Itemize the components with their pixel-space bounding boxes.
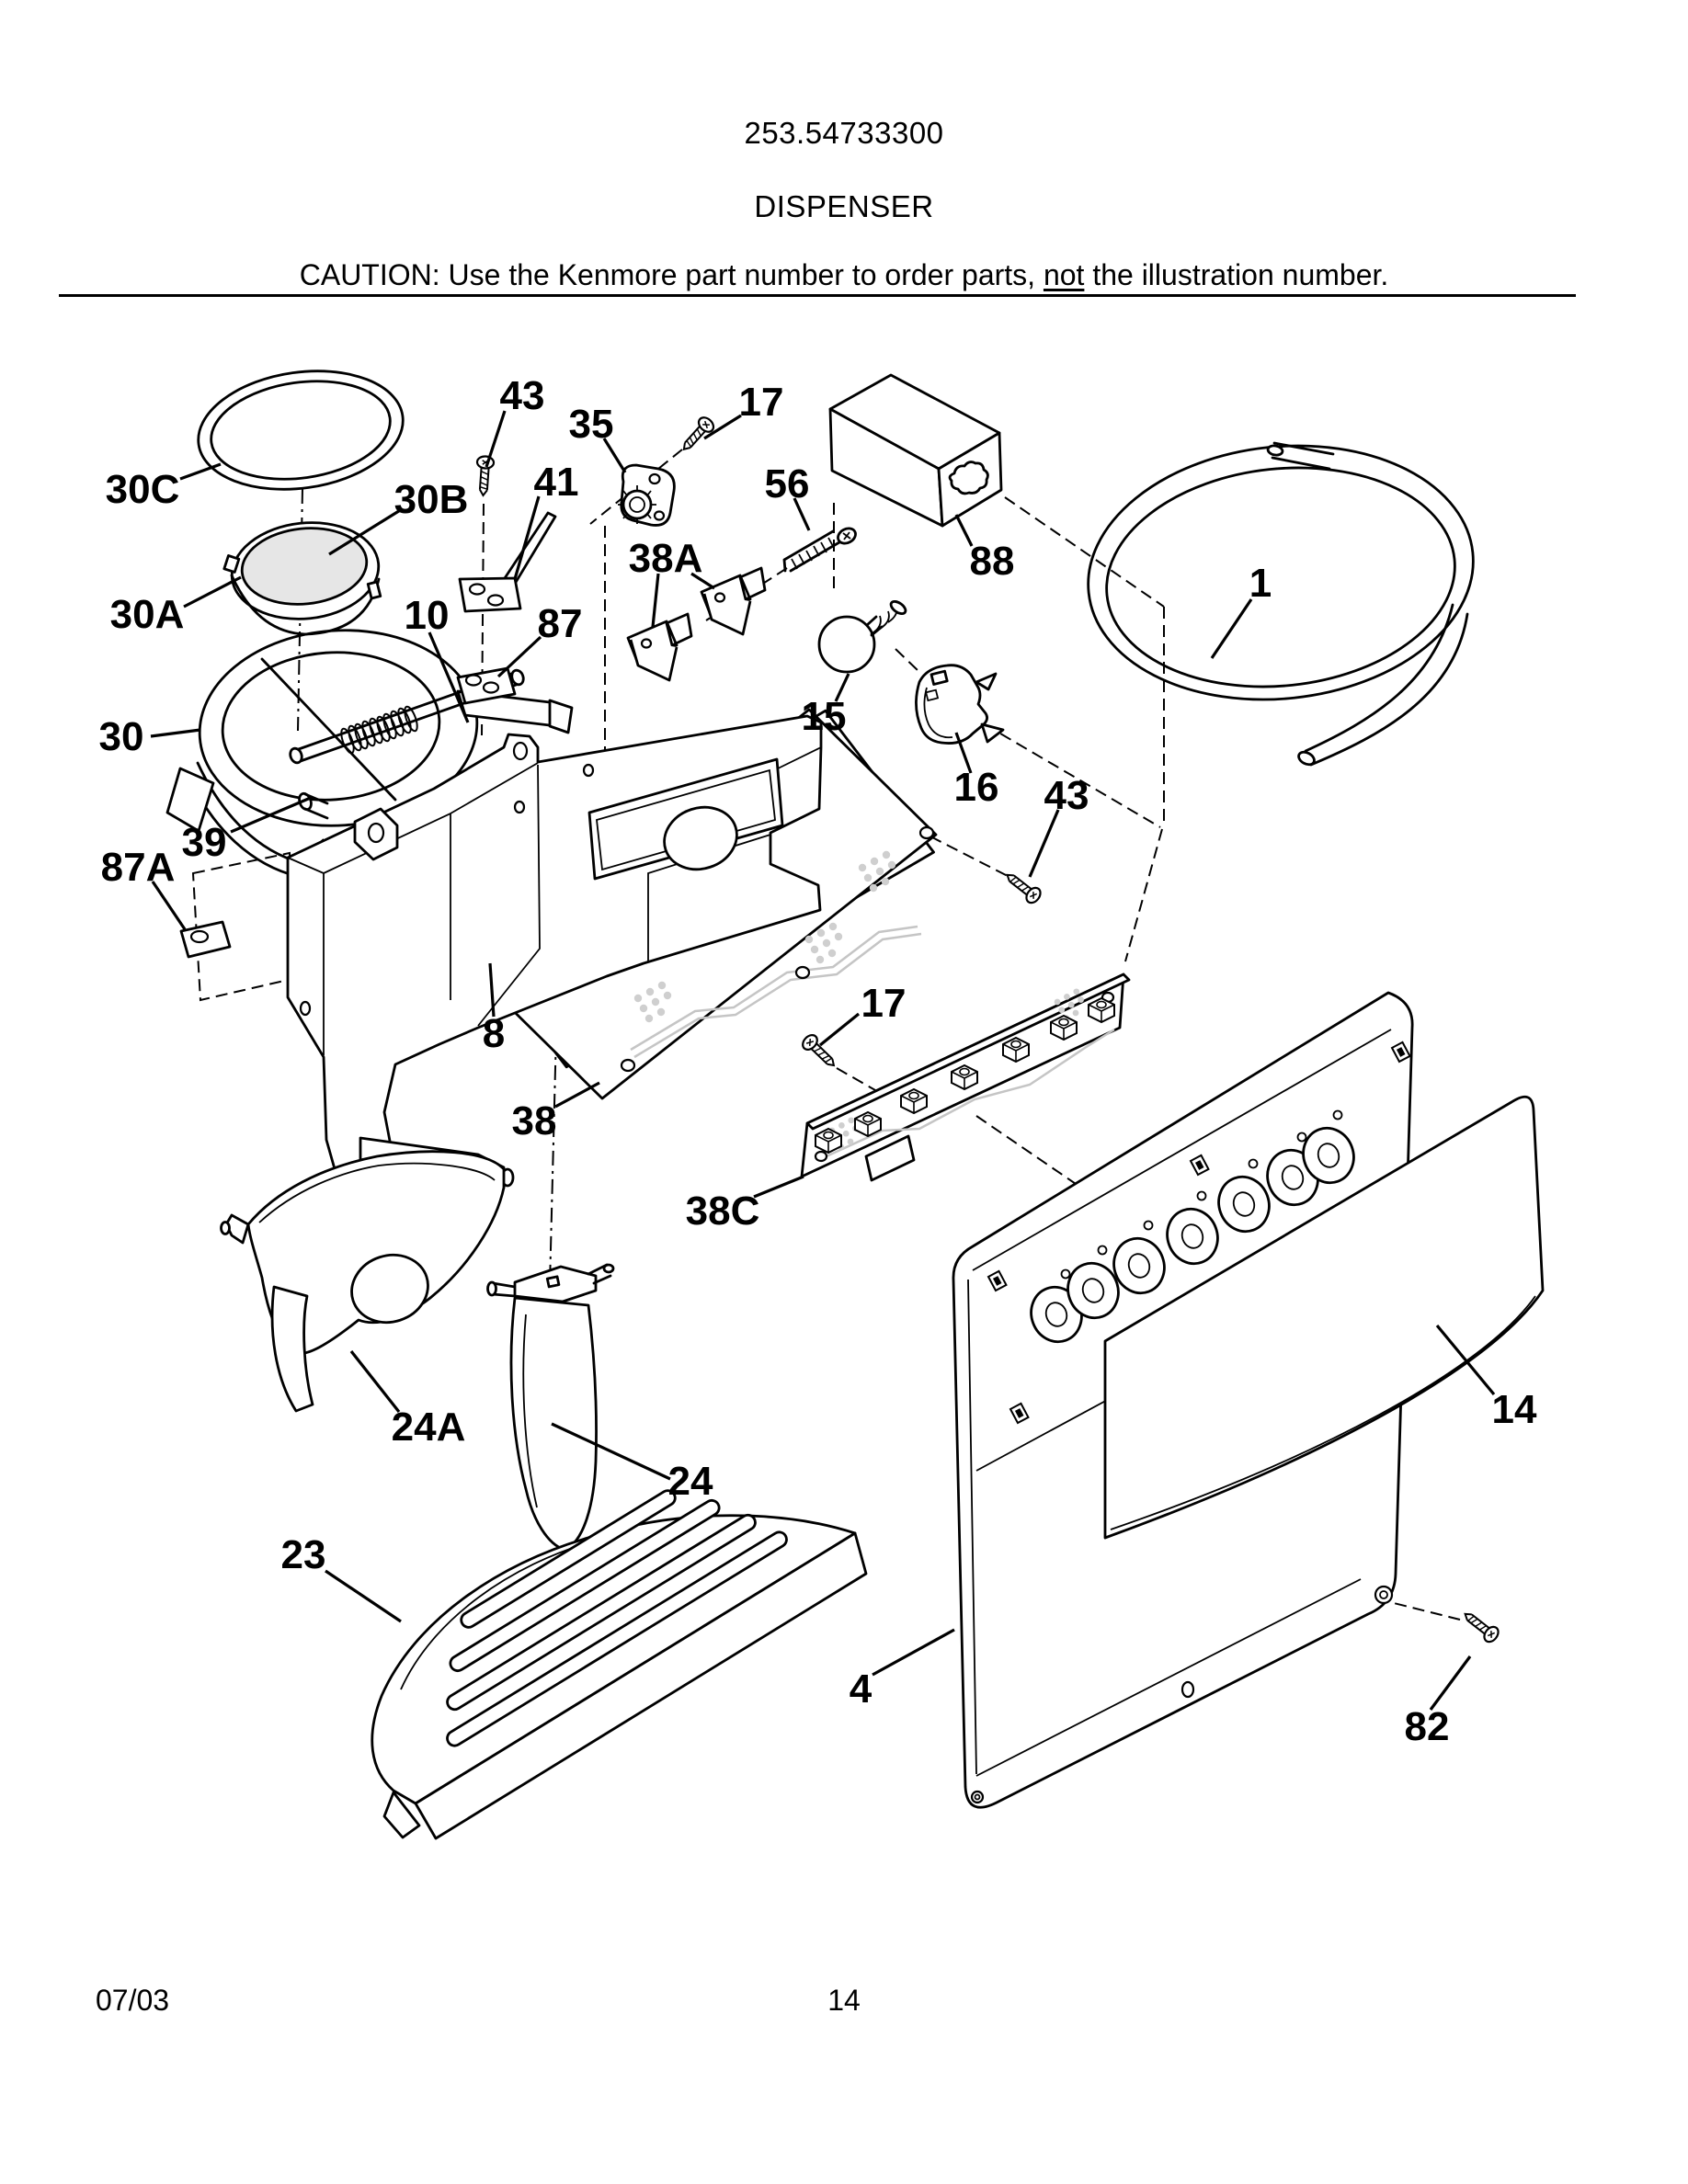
ring-30C-drawing: [190, 358, 410, 502]
bracket-41-drawing: [460, 513, 555, 611]
part-label-43-mid: 43: [1044, 773, 1089, 818]
caution-prefix: CAUTION: Use the Kenmore part number to order parts,: [299, 258, 1044, 291]
motor-35-drawing: [618, 465, 674, 525]
board-38C-drawing: [802, 974, 1129, 1180]
caution-suffix: the illustration number.: [1084, 258, 1389, 291]
screw-43-mid-drawing: [1002, 869, 1044, 905]
part-label-4: 4: [849, 1666, 873, 1712]
part-label-87: 87: [537, 601, 583, 646]
part-label-56: 56: [764, 461, 810, 506]
flap-24-drawing: [488, 1265, 614, 1550]
part-label-10: 10: [404, 593, 450, 638]
part-label-82: 82: [1404, 1704, 1450, 1749]
screw-56-drawing: [784, 526, 858, 571]
part-label-1: 1: [1249, 561, 1272, 606]
part-label-87A: 87A: [100, 845, 176, 890]
part-label-41: 41: [533, 460, 579, 505]
part-label-30A: 30A: [109, 592, 185, 637]
part-label-30B: 30B: [393, 477, 469, 522]
screw-43-top-drawing: [475, 456, 495, 496]
part-label-17-mid: 17: [861, 981, 907, 1026]
part-label-39: 39: [181, 820, 227, 865]
disc-30A-30B-drawing: [224, 516, 383, 634]
bulb-15-drawing: [819, 599, 907, 672]
page-title: DISPENSER: [754, 189, 934, 223]
model-number: 253.54733300: [744, 116, 944, 150]
footer-date: 07/03: [96, 1984, 170, 2017]
part-label-88: 88: [969, 539, 1015, 584]
socket-16-drawing: [916, 665, 1003, 744]
part-label-14: 14: [1491, 1387, 1537, 1432]
part-label-30C: 30C: [105, 467, 180, 512]
footer-page-number: 14: [827, 1984, 861, 2017]
screw-17-mid-drawing: [800, 1032, 839, 1071]
part-label-30: 30: [98, 714, 144, 759]
part-label-17-top: 17: [738, 380, 784, 425]
part-label-23: 23: [280, 1532, 326, 1577]
plate-87A-drawing: [181, 922, 230, 957]
part-label-15: 15: [801, 694, 847, 739]
part-38A-drawing: [628, 568, 765, 680]
part-label-24A: 24A: [391, 1405, 466, 1450]
screw-82-drawing: [1460, 1608, 1501, 1644]
part-label-38: 38: [511, 1098, 557, 1143]
water-tubing-coil-drawing: [1076, 427, 1486, 768]
part-label-16: 16: [953, 765, 999, 810]
caution-emphasis: not: [1043, 258, 1085, 291]
part-label-35: 35: [568, 402, 614, 447]
part-label-43-top: 43: [499, 373, 545, 418]
part-label-24: 24: [667, 1459, 713, 1504]
tray-23-drawing: [372, 1488, 866, 1838]
part-label-38C: 38C: [685, 1189, 760, 1234]
cover-88-drawing: [830, 375, 1001, 526]
part-label-8: 8: [482, 1011, 506, 1056]
part-label-38A: 38A: [628, 536, 703, 581]
